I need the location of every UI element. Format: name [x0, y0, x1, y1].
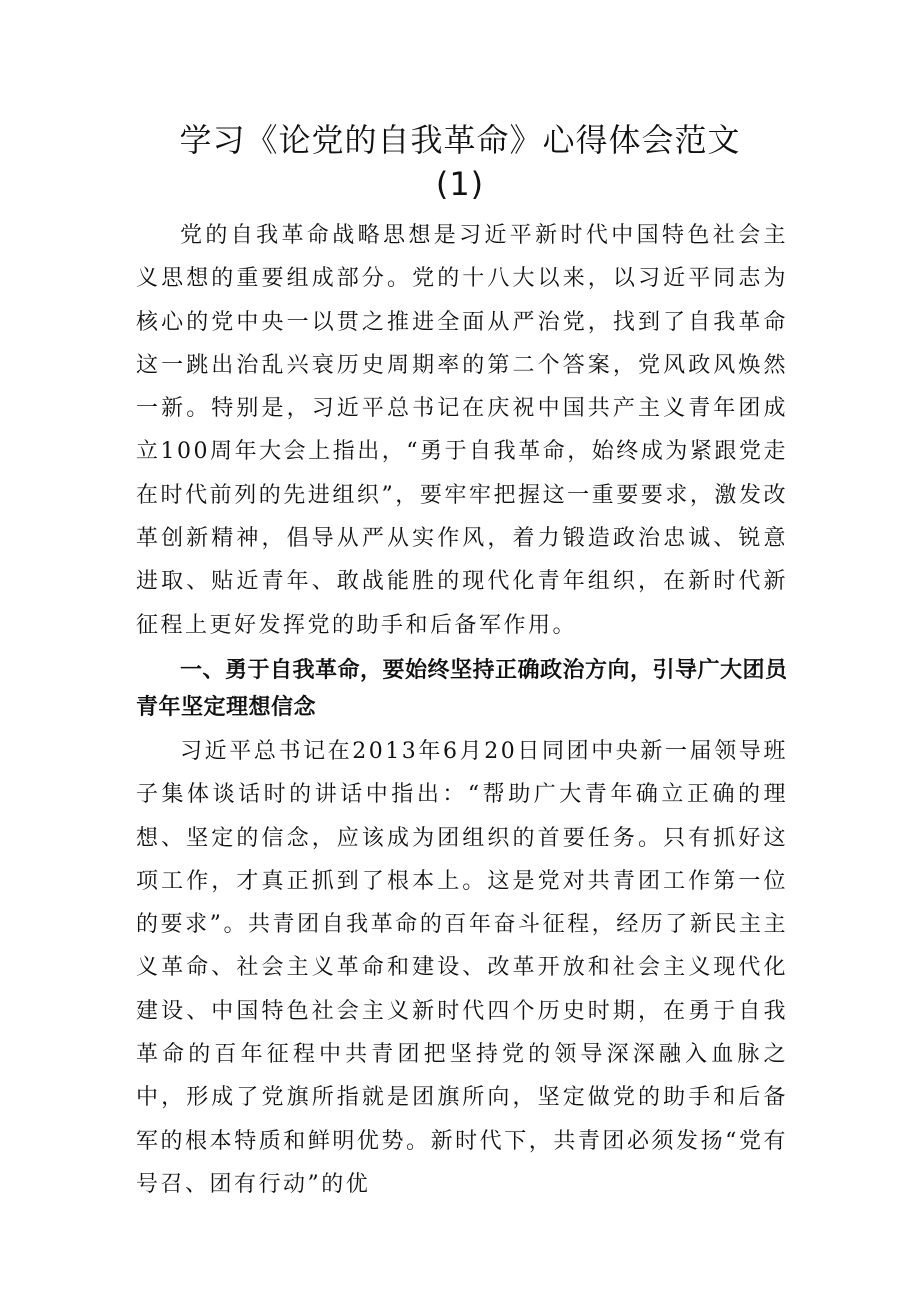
- paragraph-section-1: 习近平总书记在2013年6月20日同团中央新一届领导班子集体谈话时的讲话中指出：“帮助广大青年确立正确的理想、坚定的信念，应该成为团组织的首要任务。只有抓好这项工作，才真正抓到了根本上。这是党对共青团工作第一位的要求”。共青团自我革命的百年奋斗征程，经历了新民主主义革命、社会主义革命和建设、改革开放和社会主义现代化建设、中国特色社会主义新时代四个历史时期，在勇于自我革命的百年征程中共青团把坚持党的领导深深融入血脉之中，形成了党旗所指就是团旗所向，坚定做党的助手和后备军的根本特质和鲜明优势。新时代下，共青团必须发扬“党有号召、团有行动”的优: [136, 739, 788, 1197]
- section-heading-1: 一、勇于自我革命，要始终坚持正确政治方向，引导广大团员青年坚定理想信念: [136, 658, 788, 720]
- paragraph-intro: 党的自我革命战略思想是习近平新时代中国特色社会主义思想的重要组成部分。党的十八大以来，以习近平同志为核心的党中央一以贯之推进全面从严治党，找到了自我革命这一跳出治乱兴衰历史周期率的第二个答案，党风政风焕然一新。特别是，习近平总书记在庆祝中国共产主义青年团成立100周年大会上指出，“勇于自我革命，始终成为紧跟党走在时代前列的先进组织”，要牢牢把握这一重要要求，激发改革创新精神，倡导从严从实作风，着力锻造政治忠诚、锐意进取、贴近青年、敢战能胜的现代化青年组织，在新时代新征程上更好发挥党的助手和后备军作用。: [136, 223, 788, 638]
- document-title: 学习《论党的自我革命》心得体会范文: [179, 121, 741, 159]
- document-title-number: (1): [435, 165, 485, 203]
